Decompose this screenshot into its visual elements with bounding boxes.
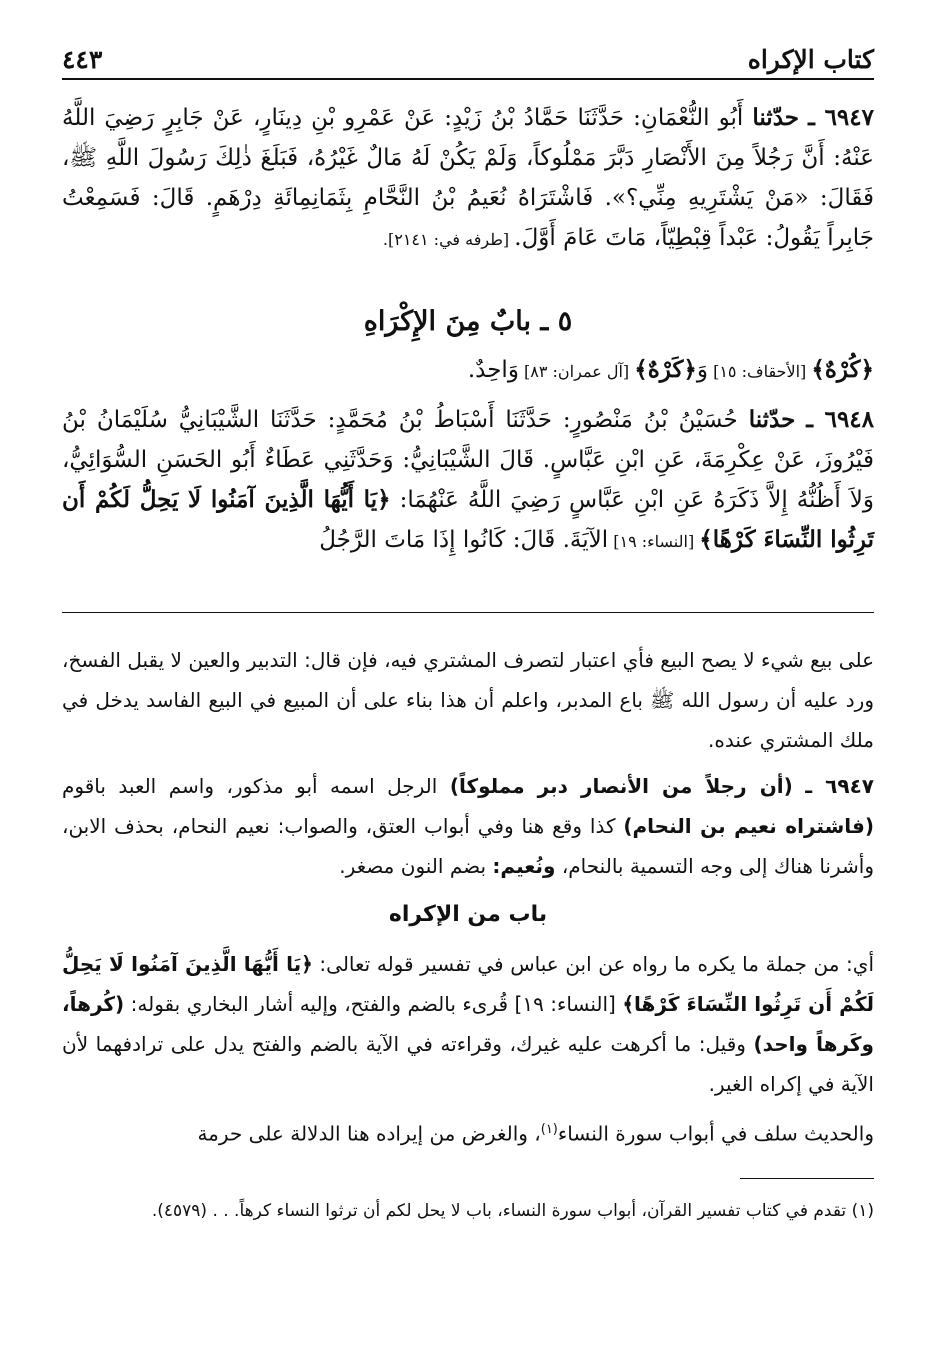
quran-word-1: ﴿كُرْهٌ﴾ [811,356,874,383]
hadith-ref: [طرفه في: ٢١٤١]. [382,230,515,249]
hadith-text: أَبُو النُّعْمَانِ: حَدَّثَنَا حَمَّادُ بْنُ زَيْدٍ: عَنْ عَمْرِو بْنِ دِينَارٍ، عَنْ جَابِرٍ رَضِيَ اللَّهُ عَنْهُ: أَنَّ رَجُلاً مِنَ الأَنْصَارِ دَبَّرَ مَمْلُوكاً، وَلَمْ يَكُنْ لَهُ مَالٌ غَيْرُهُ، فَبَلَغَ ذٰلِكَ رَسُولَ اللَّهِ ﷺ، فَقَالَ: «مَنْ يَشْتَرِيهِ مِنِّي؟». فَاشْتَرَاهُ نُعَيمُ بْنُ النَّحَّامِ بِثَمَانِمِائَةِ دِرْهَمٍ. قَالَ: فَسَمِعْتُ جَابِراً يَقُولُ: عَبْداً قِبْطِيّاً، مَاتَ عَامَ أَوَّلَ. [62,105,874,251]
commentary-quran: ﴿يَا أَيُّهَا الَّذِينَ آمَنُوا لَا يَحِلُّ لَكُمْ أَن تَرِثُوا النِّسَاءَ كَرْهًا﴾ [62,952,874,1016]
commentary-bold-2: (فاشتراه نعيم بن النحام) [623,814,874,838]
commentary-text-4: أي: من جملة ما يكره ما رواه عن ابن عباس في تفسير قوله تعالى: [312,952,874,976]
quran-word-2: ﴿كَرْهٌ﴾ [634,356,697,383]
commentary-text-7: والحديث سلف في أبواب سورة النساء [557,1121,874,1146]
footnote-ref: (١) [540,1122,558,1137]
quran-ref-1: [الأحقاف: ١٥] [708,362,812,381]
commentary-text-5: [النساء: ١٩] قُرىء بالضم والفتح، وإليه أشار البخاري بقوله: [124,992,623,1016]
hadith-number: ٦٩٤٧ ـ [808,104,874,131]
section-divider [62,612,874,613]
chain-label: حدّثنا [748,406,796,433]
hadith-number: ٦٩٤٨ ـ [806,406,875,433]
commentary-text-2: كذا وقع هنا وفي أبواب العتق، والصواب: نعيم النحام، بحذف الابن، وأشرنا هناك إلى وجه التسمية بالنحام، [62,814,874,878]
hadith-6947 [62,98,874,260]
karh-tail: وَاحِدٌ. [467,357,519,383]
quran-ref-2: [آل عمران: ٨٣] [518,362,635,381]
commentary-para-1: على بيع شيء لا يصح البيع فأي اعتبار لتصرف المشتري فيه، فإن قال: التدبير والعين لا يقبل الفسخ، ورد عليه أن رسول الله ﷺ باع المدبر، واعلم أن هذا بناء على أن المبيع في البيع الفاسد يدخل في ملك المشتري عنده. [62,648,874,752]
book-title: كتاب الإكراه [747,45,874,74]
quran-ref: [النساء: ١٩] [608,532,700,551]
footnote-divider [740,1178,874,1179]
commentary-para-2 [62,766,874,886]
commentary-bold-3: ونُعيم: [492,854,556,878]
commentary-bold-1: (أن رجلاً من الأنصار دبر مملوكاً) [449,774,793,798]
hadith-text-b: الآيَةَ. قَالَ: كَانُوا إِذَا مَاتَ الرَّجُلُ [319,527,609,553]
footnote-text: تقدم في كتاب تفسير القرآن، أبواب سورة النساء، باب لا يحل لكم أن ترثوا النساء كرهاً. . . (٤٥٧٩). [151,1201,852,1221]
commentary-text-6: وقيل: ما أكرهت عليه غيرك، وقراءته في الآية بالضم والفتح يدل على ترادفهما لأن الآية في إكراه الغير. [62,1032,874,1096]
commentary-heading: باب من الإكراه [388,902,548,927]
hadith-text-a: حُسَيْنُ بْنُ مَنْصُورٍ: حَدَّثَنَا أَسْبَاطُ بْنُ مُحَمَّدٍ: حَدَّثَنَا الشَّيْبَانِيُّ سُلَيْمَانُ بْنُ فَيْرُوزَ، عَنْ عِكْرِمَةَ، عَنِ ابْنِ عَبَّاسٍ. قَالَ الشَّيْبَانِيُّ: وَحَدَّثَنِي عَطَاءٌ أَبُو الحَسَنِ السُّوَائِيُّ، وَلاَ أَظُنُّهُ إِلاَّ ذَكَرَهُ عَنِ ابْنِ عَبَّاسٍ رَضِيَ اللَّهُ عَنْهُمَا: [62,407,874,513]
conjunction: وَ [696,357,708,383]
commentary-num: ٦٩٤٧ ـ [805,774,874,798]
commentary-para-4 [62,1110,874,1154]
chain-label: حدّثنا [752,104,799,131]
commentary-text-8: ، والغرض من إيراده هنا الدلالة على حرمة [197,1121,541,1146]
hadith-6948 [62,400,874,562]
karh-note [62,350,874,392]
page-number: ٤٤٣ [62,45,103,74]
footnote [62,1192,874,1230]
footnote-marker: (١) [851,1201,874,1221]
commentary-para-3 [62,944,874,1104]
commentary-bold-4: (كُرهاً، وكَرهاً واحد) [62,992,874,1056]
chapter-heading: ٥ ـ بابٌ مِنَ الإِكْرَاهِ [363,306,573,337]
commentary-text-3: بضم النون مصغر. [339,854,493,878]
commentary-text-1: الرجل اسمه أبو مذكور، واسم العبد باقوم [62,774,450,798]
quran-verse: ﴿يَا أَيُّهَا الَّذِينَ آمَنُوا لَا يَحِلُّ لَكُمْ أَن تَرِثُوا النِّسَاءَ كَرْهًا﴾ [62,486,874,553]
page-header [62,38,874,80]
